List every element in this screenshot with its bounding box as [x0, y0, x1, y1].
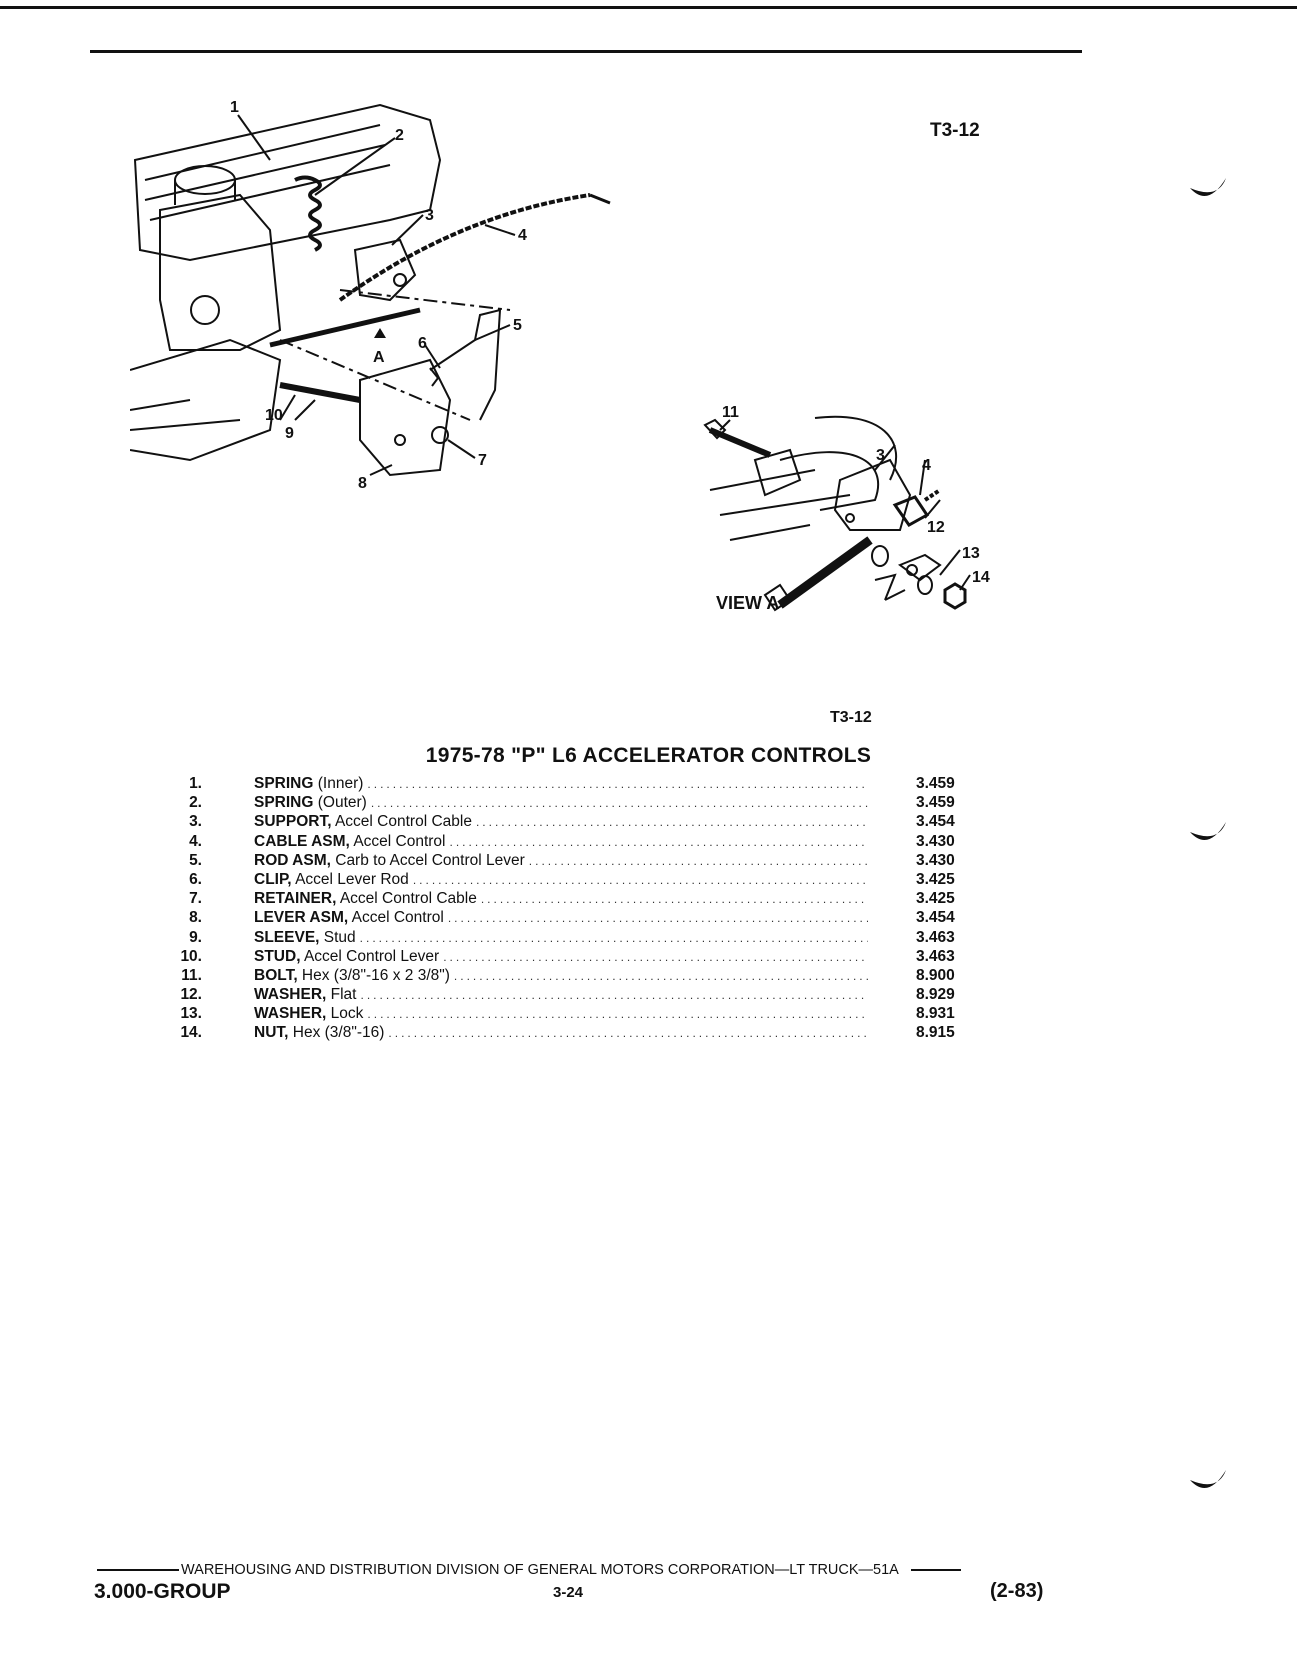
dot-leader: [413, 871, 868, 890]
view-a-callout-12: 12: [927, 519, 945, 536]
parts-row: [170, 966, 970, 985]
footer-date: (2-83): [990, 1580, 1044, 1602]
dot-leader: [388, 1024, 868, 1043]
part-detail: Accel Control: [348, 909, 444, 927]
part-group-number: 3.425: [916, 890, 955, 908]
part-detail: Stud: [319, 928, 356, 946]
view-a-callout-4: 4: [922, 457, 931, 474]
footer-page-number: 3-24: [553, 1584, 584, 1601]
part-description: [254, 1023, 384, 1042]
part-name: RETAINER,: [254, 890, 337, 908]
callout-5: 5: [513, 317, 522, 334]
part-description: [254, 1004, 363, 1023]
part-detail: Hex (3/8"-16): [288, 1024, 385, 1042]
parts-row: [170, 985, 970, 1004]
binder-hook-icon: [1188, 1470, 1228, 1500]
part-detail: Accel Control Lever: [300, 947, 440, 965]
part-group-number: 3.430: [916, 832, 955, 850]
figure-ref-top: T3-12: [930, 120, 980, 141]
part-description: [254, 908, 444, 927]
parts-row: [170, 1004, 970, 1023]
dot-leader: [371, 794, 868, 813]
part-group-number: 3.459: [916, 775, 955, 792]
part-detail: Accel Lever Rod: [291, 870, 409, 888]
part-name: SPRING: [254, 775, 314, 792]
part-description: [254, 870, 409, 889]
part-detail: Accel Control: [349, 832, 446, 850]
dot-leader: [454, 967, 868, 986]
parts-list: [170, 774, 970, 1043]
dot-leader: [360, 929, 868, 948]
parts-row: [170, 832, 970, 851]
footer-publisher: [97, 1562, 961, 1578]
footer-group: 3.000-GROUP: [94, 1580, 231, 1603]
part-number: 7.: [189, 890, 202, 908]
part-number: 8.: [189, 909, 202, 927]
callout-10: 10: [265, 407, 283, 424]
dot-leader: [481, 890, 868, 909]
parts-row: [170, 793, 970, 812]
part-description: [254, 851, 525, 870]
part-detail: (Inner): [313, 775, 364, 792]
callout-3: 3: [425, 207, 434, 224]
part-number: 9.: [189, 928, 202, 946]
part-group-number: 8.929: [916, 986, 955, 1004]
parts-row: [170, 928, 970, 947]
view-a-label: VIEW A: [716, 593, 780, 613]
callout-2: 2: [395, 127, 404, 144]
callout-8: 8: [358, 475, 367, 492]
part-group-number: 3.430: [916, 851, 955, 869]
part-name: STUD,: [254, 947, 301, 965]
part-group-number: 3.463: [916, 928, 955, 946]
part-description: [254, 812, 472, 831]
view-a-callout-3: 3: [876, 447, 885, 464]
callout-6: 6: [418, 335, 427, 352]
header-rule: [90, 50, 1082, 53]
view-a-arrow-icon: [374, 328, 386, 338]
callout-7: 7: [478, 452, 487, 469]
footer-publisher-text: WAREHOUSING AND DISTRIBUTION DIVISION OF GENERAL MOTORS CORPORATION—LT TRUCK—51A: [181, 1562, 899, 1578]
parts-row: [170, 851, 970, 870]
part-number: 1.: [189, 775, 202, 792]
part-group-number: 8.931: [916, 1005, 955, 1023]
binder-hook-icon: [1188, 822, 1228, 852]
part-name: SPRING: [254, 794, 314, 812]
parts-row: [170, 774, 970, 793]
part-name: BOLT,: [254, 966, 298, 984]
dot-leader: [476, 813, 868, 832]
footer-dash: [911, 1569, 961, 1571]
part-group-number: 8.915: [916, 1024, 955, 1042]
part-group-number: 3.454: [916, 813, 955, 831]
callout-1: 1: [230, 100, 239, 116]
callout-4: 4: [518, 227, 527, 244]
part-name: ROD ASM,: [254, 851, 331, 869]
part-description: [254, 928, 356, 947]
parts-row: [170, 812, 970, 831]
part-number: 2.: [189, 794, 202, 812]
part-description: [254, 793, 367, 812]
parts-row: [170, 889, 970, 908]
main-diagram: [130, 100, 650, 540]
dot-leader: [450, 833, 868, 852]
view-a-callout-11: 11: [722, 404, 739, 421]
part-name: NUT,: [254, 1024, 289, 1042]
page-title: 1975-78 "P" L6 ACCELERATOR CONTROLS: [425, 744, 872, 767]
dot-leader: [361, 986, 869, 1005]
parts-row: [170, 870, 970, 889]
part-detail: Carb to Accel Control Lever: [330, 851, 525, 869]
part-name: WASHER,: [254, 1005, 327, 1023]
part-detail: Flat: [326, 986, 357, 1004]
part-detail: Accel Control Cable: [336, 890, 477, 908]
part-number: 5.: [189, 851, 202, 869]
top-edge-rule: [0, 6, 1297, 9]
binder-hook-icon: [1188, 178, 1228, 208]
dot-leader: [367, 775, 868, 794]
callout-9: 9: [285, 425, 294, 442]
part-group-number: 3.463: [916, 947, 955, 965]
view-a-callout-14: 14: [972, 569, 990, 586]
part-number: 11.: [181, 966, 202, 984]
part-detail: Accel Control Cable: [331, 813, 472, 831]
figure-ref-mid: T3-12: [830, 709, 872, 726]
parts-row: [170, 947, 970, 966]
part-detail: Lock: [326, 1005, 364, 1023]
part-name: CABLE ASM,: [254, 832, 350, 850]
part-description: [254, 947, 439, 966]
parts-row: [170, 908, 970, 927]
part-group-number: 3.425: [916, 870, 955, 888]
part-number: 10.: [180, 947, 202, 965]
dot-leader: [443, 948, 868, 967]
view-a-callout-13: 13: [962, 545, 980, 562]
part-description: [254, 832, 446, 851]
dot-leader: [367, 1005, 868, 1024]
part-group-number: 3.454: [916, 909, 955, 927]
part-number: 13.: [180, 1005, 202, 1023]
part-description: [254, 774, 363, 793]
part-detail: (Outer): [313, 794, 367, 812]
part-name: LEVER ASM,: [254, 909, 349, 927]
footer-dash: [97, 1569, 179, 1571]
dot-leader: [529, 852, 868, 871]
part-name: SLEEVE,: [254, 928, 320, 946]
part-description: [254, 889, 477, 908]
part-number: 14.: [180, 1024, 202, 1042]
part-detail: Hex (3/8"-16 x 2 3/8"): [297, 966, 450, 984]
part-group-number: 8.900: [916, 966, 955, 984]
part-description: [254, 966, 450, 985]
part-number: 3.: [189, 813, 202, 831]
part-number: 12.: [180, 986, 202, 1004]
callout-a: A: [373, 349, 385, 366]
parts-row: [170, 1023, 970, 1042]
part-name: CLIP,: [254, 870, 292, 888]
part-description: [254, 985, 357, 1004]
part-group-number: 3.459: [916, 794, 955, 812]
part-name: SUPPORT,: [254, 813, 332, 831]
part-number: 4.: [189, 832, 202, 850]
part-name: WASHER,: [254, 986, 327, 1004]
dot-leader: [448, 909, 868, 928]
part-number: 6.: [189, 870, 202, 888]
